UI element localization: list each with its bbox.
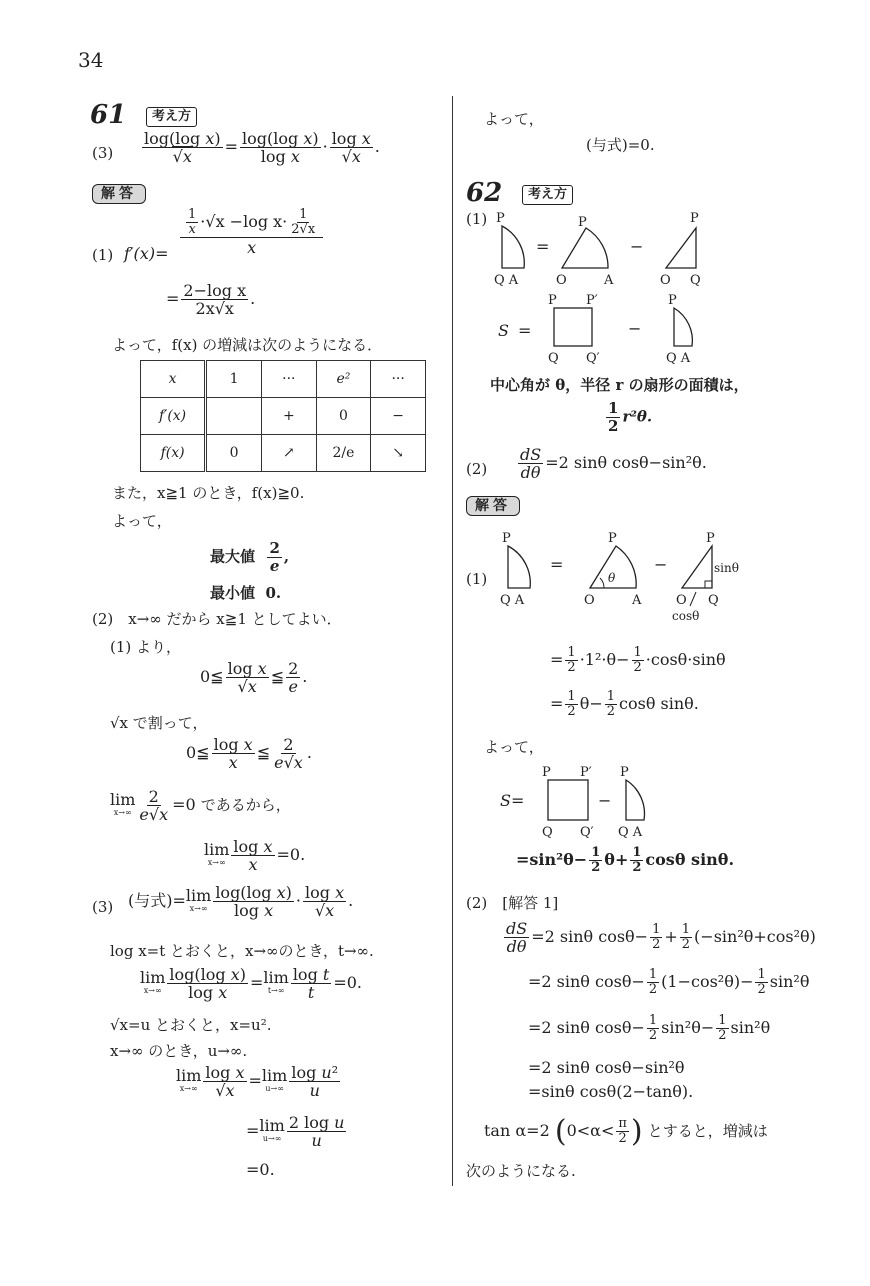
column-divider [452, 96, 453, 1186]
q3-limit-u1: lim x→∞ $\frac{\text{log x}}{√x}$ = lim u→∞ $\frac{\text{log u²}}{u}$ [176, 1063, 339, 1100]
approach-badge-61: 考え方 [146, 107, 197, 127]
fig-label-P: P [578, 215, 587, 230]
expr-label: (与式)= [128, 891, 186, 910]
fprime-den: x [247, 238, 257, 257]
q3-sub3: x→∞ のとき，u→∞. [110, 1042, 248, 1060]
solution-figure-1 [494, 524, 774, 624]
dS-num: dS [520, 445, 542, 464]
approach2-rhs: =2 sinθ cosθ−sin²θ. [545, 453, 707, 472]
approach-3-formula: $\frac{\text{log(log x)}}{√x}$ = $\frac{\text{log(log x)}}{\text{log x}}$ · $\frac{\text{log x}}{√x}$ . [144, 129, 380, 166]
q3-sub2: √x=u とおくと，x=u². [110, 1016, 272, 1034]
fig-label-P: P [690, 211, 699, 226]
fig-S-eq: S= [500, 791, 525, 810]
result-top: (与式)=0. [586, 136, 655, 154]
fig-label-P: P [706, 531, 715, 546]
therefore-61: よって， [112, 512, 172, 530]
q3-expr: (与式)= lim x→∞ $\frac{\text{log(log x)}}{\text{log x}}$ · $\frac{\text{log x}}{√x}$ . [128, 883, 354, 920]
min-value [210, 582, 281, 603]
problem-61-number: 61 [90, 100, 127, 130]
fig-label-Q: Q [542, 825, 553, 840]
fig-label-QA: Q A [666, 351, 691, 366]
sector-text: 中心角が θ，半径 r の扇形の面積は， [490, 376, 749, 394]
table-cell: x [141, 361, 206, 398]
approach-3-label: (3) [92, 144, 114, 162]
fig-label-P: P [548, 293, 557, 308]
max-den: e [269, 557, 280, 575]
fig-label-P: P [608, 531, 617, 546]
fig-label-Q: Q [708, 593, 719, 608]
q3-limit-u2: = lim u→∞ $\frac{\text{2 log u}}{u}$ [246, 1113, 345, 1150]
sector-den: 2 [608, 417, 619, 435]
table-cell: 0 [316, 398, 371, 435]
fig-label-QA: Q A [618, 825, 643, 840]
approach-figure-2 [494, 290, 714, 366]
fig-label-QA: Q A [494, 273, 519, 286]
table-row [141, 361, 426, 398]
S-result: =sin²θ− $\frac{1}{2}$ θ+ $\frac{1}{2}$ cosθ sinθ. [516, 845, 735, 875]
q2-intro: (2) x→∞ だから x≧1 としてよい． [92, 610, 342, 628]
q3-sub1: log x=t とおくと，x→∞のとき，t→∞. [110, 942, 374, 960]
simp-den: 2x√x [195, 299, 234, 318]
fig-label-Q: Q [690, 273, 701, 286]
fig-equals: = [518, 321, 532, 340]
deriv-line1: $\frac{dS}{d\theta}$ =2 sinθ cosθ− $\frac{1}{2}$ + $\frac{1}{2}$ (−sin²θ+cos²θ) [506, 919, 816, 956]
q1-label: (1) [92, 246, 114, 264]
fig-label-P: P [542, 765, 551, 780]
fig-sin: sinθ [714, 561, 739, 575]
fig-label-Q: Q [548, 351, 559, 366]
table-cell: 2/e [316, 435, 371, 472]
problem-62-number: 62 [466, 178, 503, 208]
min-val: 0. [265, 584, 282, 602]
yotte-62: よって， [484, 738, 544, 756]
fig-S: S [498, 321, 509, 340]
fig-label-A: A [604, 273, 614, 286]
fig-label-Pp: P′ [580, 765, 592, 780]
table-cell: − [371, 398, 426, 435]
deriv-line2: =2 sinθ cosθ− $\frac{1}{2}$ (1−cos²θ)− $\frac{1}{2}$ sin²θ [528, 967, 810, 997]
table-cell: e² [316, 361, 371, 398]
approach-62-2-formula [516, 446, 707, 481]
fig-label-A: A [632, 593, 642, 608]
sector-num: 1 [608, 399, 619, 417]
fig-label-O: O [556, 273, 567, 286]
table-cell: ··· [261, 361, 316, 398]
q2-limit1: lim x→∞ $\frac{2}{e√x}$ =0 であるから， [110, 787, 291, 824]
fig-label-Pp: P′ [586, 293, 598, 308]
table-cell: 1 [206, 361, 262, 398]
fig-label-Qp: Q′ [580, 825, 594, 840]
fig-label-P: P [620, 765, 629, 780]
fprime-num2: 1 [299, 207, 308, 222]
approach-figure-1 [490, 206, 730, 286]
max-label: 最大値 [210, 547, 256, 566]
max-value: 最大値 $\frac{2}{e}$ , [210, 539, 290, 575]
fig-label-O: O [584, 593, 595, 608]
fig-label-QA: Q A [500, 593, 525, 608]
solution-figure-2 [494, 760, 694, 840]
min-label: 最小値 [210, 584, 256, 602]
page-number: 34 [78, 48, 104, 72]
sol62-line2: = $\frac{1}{2}$ θ− $\frac{1}{2}$ cosθ sinθ. [550, 689, 699, 719]
fig-label-P: P [496, 211, 505, 226]
sector-tail: r²θ. [622, 407, 653, 426]
fig-minus: − [630, 237, 644, 256]
solution-badge-62: 解答 [466, 496, 520, 516]
fig-label-P: P [502, 531, 511, 546]
sol62-2-label: (2) [解答 1] [466, 894, 559, 912]
table-row [141, 398, 426, 435]
table-cell: + [261, 398, 316, 435]
fprime-rhs [180, 208, 323, 257]
q3-final: =0. [246, 1160, 275, 1179]
increase-decrease-table-61 [140, 360, 426, 472]
table-cell: f′(x) [141, 398, 206, 435]
deriv-line5: =sinθ cosθ(2−tanθ). [528, 1082, 694, 1101]
fprime-lhs: f′(x)= [124, 244, 169, 263]
sector-area [604, 400, 652, 435]
table-cell: ··· [371, 361, 426, 398]
approach-62-2-label: (2) [466, 460, 488, 478]
approach-62-1-label: (1) [466, 210, 488, 228]
table-cell: 0 [206, 435, 262, 472]
fig-equals: = [550, 555, 564, 574]
q2-from1: (1) より， [110, 638, 182, 656]
yotte-top: よって， [484, 110, 544, 128]
since-text: であるから， [200, 796, 291, 814]
deriv-line3: =2 sinθ cosθ− $\frac{1}{2}$ sin²θ− $\frac{1}{2}$ sin²θ [528, 1013, 771, 1043]
fig-minus: − [654, 555, 668, 574]
fig-label-O: O [676, 593, 687, 608]
table-cell: ↗ [261, 435, 316, 472]
q2-ineq2: 0≦ $\frac{\text{log x}}{x}$ ≦ $\frac{2}{e√x}$ . [186, 735, 312, 772]
fprime-num1: 1 [188, 207, 197, 222]
fprime-den2: 2√x [291, 222, 316, 237]
tan-text: tan α=2 [484, 1121, 550, 1140]
next-text: 次のようになる. [466, 1162, 576, 1180]
table-cell: f(x) [141, 435, 206, 472]
approach-badge-62: 考え方 [522, 185, 573, 205]
q3-limit-t: lim x→∞ $\frac{\text{log(log x)}}{\text{log x}}$ = lim t→∞ $\frac{\text{log t}}{t}$ =0. [140, 965, 362, 1002]
deriv-line4: =2 sinθ cosθ−sin²θ [528, 1058, 685, 1077]
q2-divide: √x で割って， [110, 714, 208, 732]
fprime-mid: ·√x −log x· [200, 212, 288, 231]
q2-limit2: lim x→∞ $\frac{\text{log x}}{x}$ =0. [204, 837, 306, 874]
table-cell [206, 398, 262, 435]
fig-equals: = [536, 237, 550, 256]
fprime-den1: x [188, 222, 196, 237]
q2-ineq1: 0≦ $\frac{\text{log x}}{√x}$ ≦ $\frac{2}{e}$ . [200, 659, 308, 696]
sol62-1-label: (1) [466, 570, 488, 588]
fig-cos: cosθ [672, 609, 700, 623]
fig-theta: θ [608, 571, 616, 585]
also-text: また，x≧1 のとき，f(x)≧0. [112, 484, 305, 502]
table-row [141, 435, 426, 472]
dS-den: dθ [520, 463, 541, 482]
fig-label-O: O [660, 273, 671, 286]
q3-label: (3) [92, 898, 114, 916]
sol62-line1: = $\frac{1}{2}$ ·1²·θ− $\frac{1}{2}$ ·cosθ·sinθ [550, 645, 726, 675]
max-num: 2 [269, 539, 280, 557]
incdec-text: よって，f(x) の増減は次のようになる． [112, 336, 383, 354]
fig-minus: − [628, 319, 642, 338]
table-cell: ↘ [371, 435, 426, 472]
fig-minus: − [598, 791, 612, 810]
fig-label-P: P [668, 293, 677, 308]
fig-label-Qp: Q′ [586, 351, 600, 366]
solution-badge-61: 解答 [92, 184, 146, 204]
simp-num: 2−log x [183, 281, 247, 300]
tan-tail: とすると，増減は [647, 1122, 768, 1140]
eq-zero: =0 [172, 795, 196, 814]
tan-condition: tan α=2 (0<α< $\frac{\pi}{2}$ ) とすると，増減は [484, 1114, 768, 1149]
fprime-simplified: = $\frac{\text{2−log x}}{2x√x}$ . [166, 281, 256, 318]
